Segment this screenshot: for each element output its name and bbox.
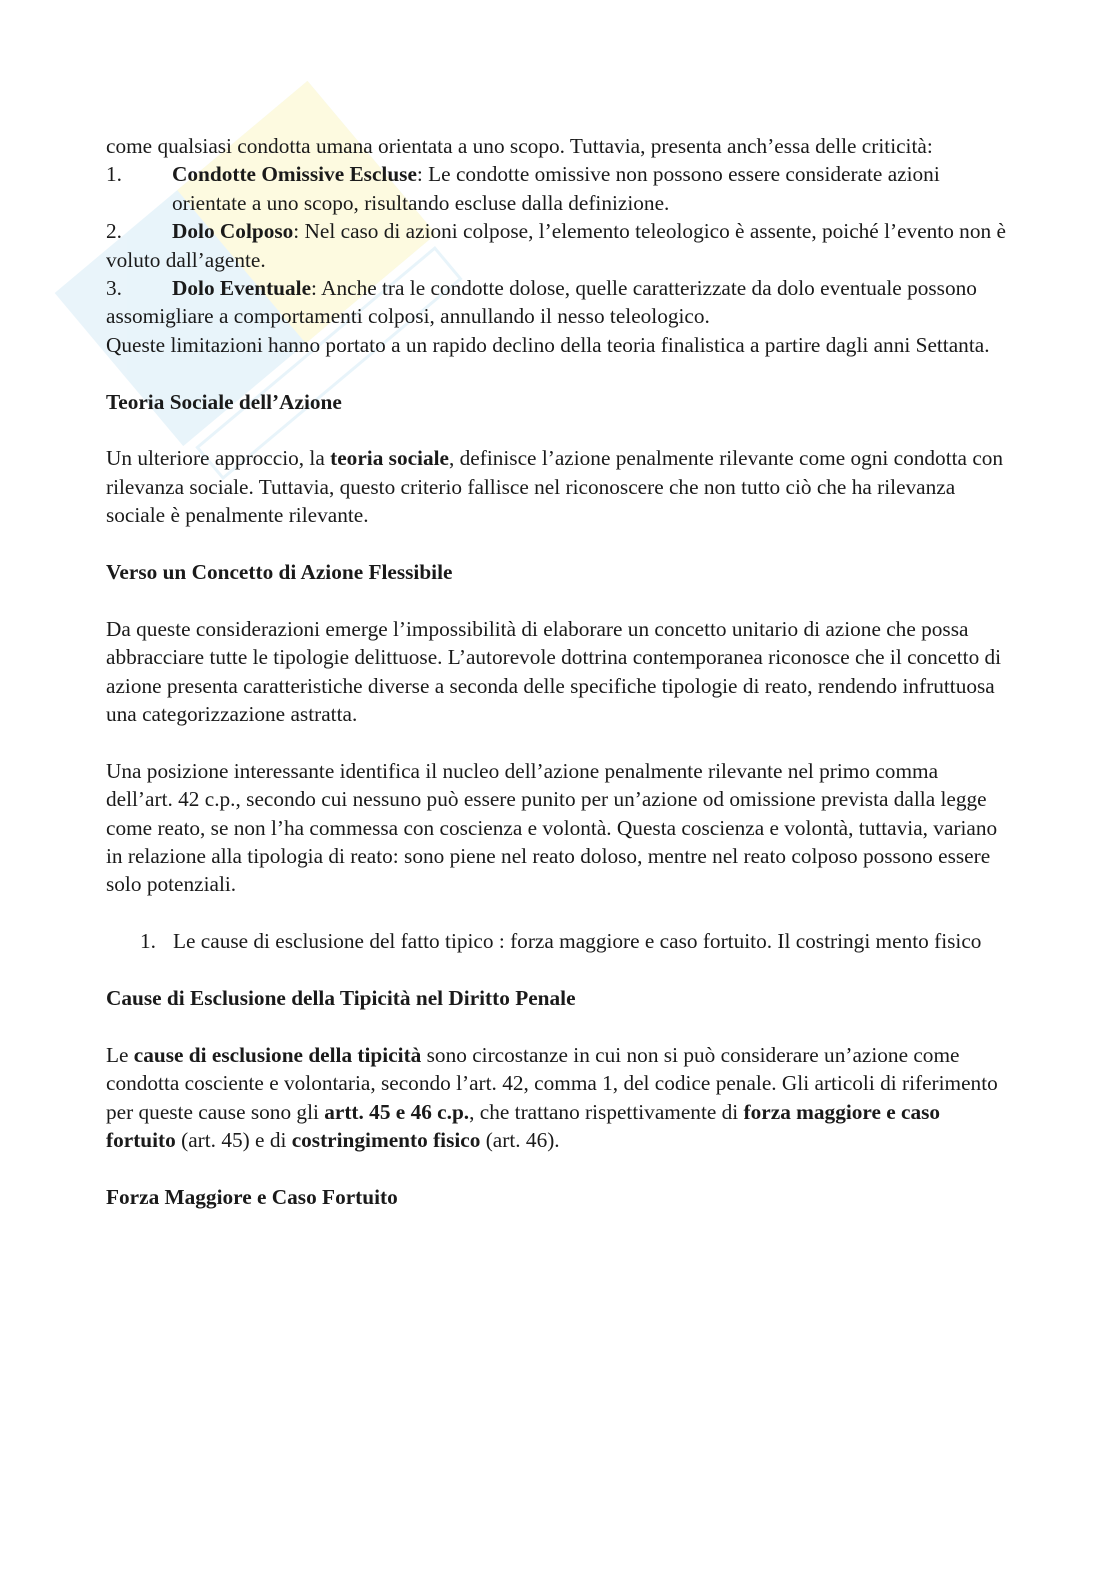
list-item-title: Dolo Eventuale (172, 276, 312, 301)
intro-paragraph: come qualsiasi condotta umana orientata a uno scopo. Tuttavia, presenta anch’essa delle criticità: (106, 134, 933, 158)
text: , che trattano rispettivamente di (469, 1099, 744, 1124)
bold-term: costringimento fisico (291, 1128, 481, 1153)
document-body (106, 132, 1006, 1211)
list-number: 2. (106, 219, 122, 244)
text: (art. 45) e di (175, 1128, 292, 1153)
text: sono circostanze in cui non si può considerare un’azione come condotta cosciente e volontaria, secondo l’art. 42, comma 1, del codice penale. Gli articoli di riferimento per queste cause sono gli (106, 1042, 998, 1124)
bold-term: artt. 45 e 46 c.p. (324, 1099, 470, 1124)
list-item (106, 217, 1006, 274)
ordered-list-item (106, 927, 1006, 955)
bold-term: teoria sociale (330, 446, 449, 471)
text: Un ulteriore approccio, la (106, 446, 331, 471)
bold-term: forza maggiore e caso fortuito (106, 1099, 941, 1153)
text: , definisce l’azione penalmente rilevante come ogni condotta con rilevanza sociale. Tuttavia, questo criterio fallisce nel riconoscere che non tutto ciò che ha rilevanza sociale è penalmente rilevante. (106, 446, 1004, 528)
heading-flexible-action: Verso un Concetto di Azione Flessibile (106, 560, 453, 585)
limitations-paragraph: Queste limitazioni hanno portato a un rapido declino della teoria finalistica a partire dagli anni Settanta. (106, 332, 990, 357)
list-item-title: Dolo Colposo (172, 219, 294, 244)
heading-exclusion-causes: Cause di Esclusione della Tipicità nel Diritto Penale (106, 986, 576, 1011)
list-item-text: : Le condotte omissive non possono essere considerate azioni orientate a uno scopo, risultando escluse dalla definizione. (172, 162, 940, 215)
list-item (106, 274, 1006, 331)
list-number: 3. (106, 276, 122, 301)
text: (art. 46). (480, 1128, 560, 1153)
social-theory-paragraph (106, 444, 1006, 529)
heading-force-majeure: Forza Maggiore e Caso Fortuito (106, 1184, 398, 1209)
exclusion-causes-paragraph (106, 1041, 1006, 1155)
list-number: 1. (106, 162, 122, 187)
bold-term: cause di esclusione della tipicità (133, 1042, 422, 1067)
list-item-text: : Nel caso di azioni colpose, l’elemento teleologico è assente, poiché l’evento non è voluto dall’agente. (106, 219, 1006, 272)
flexible-paragraph-1: Da queste considerazioni emerge l’impossibilità di elaborare un concetto unitario di azione che possa abbracciare tutte le tipologie delittuose. L’autorevole dottrina contemporanea riconosce che il concetto di azione presenta caratteristiche diverse a seconda delle specifiche tipologie di reato, rendendo infruttuosa una categorizzazione astratta. (106, 616, 1002, 727)
list-item-text: Le cause di esclusione del fatto tipico : forza maggiore e caso fortuito. Il costringi mento fisico (173, 929, 982, 954)
list-number: 1. (140, 929, 156, 954)
list-item-text: : Anche tra le condotte dolose, quelle caratterizzate da dolo eventuale possono assomigliare a comportamenti colposi, annullando il nesso teleologico. (106, 276, 977, 329)
heading-social-theory: Teoria Sociale dell’Azione (106, 389, 342, 414)
text: Le (106, 1042, 134, 1067)
list-item (106, 160, 1006, 217)
list-item-title: Condotte Omissive Escluse (172, 162, 417, 187)
flexible-paragraph-2: Una posizione interessante identifica il nucleo dell’azione penalmente rilevante nel primo comma dell’art. 42 c.p., secondo cui nessuno può essere punito per un’azione od omissione prevista dalla legge come reato, se non l’ha commessa con coscienza e volontà. Questa coscienza e volontà, tuttavia, variano in relazione alla tipologia di reato: sono piene nel reato doloso, mentre nel reato colposo possono essere solo potenziali. (106, 758, 998, 897)
